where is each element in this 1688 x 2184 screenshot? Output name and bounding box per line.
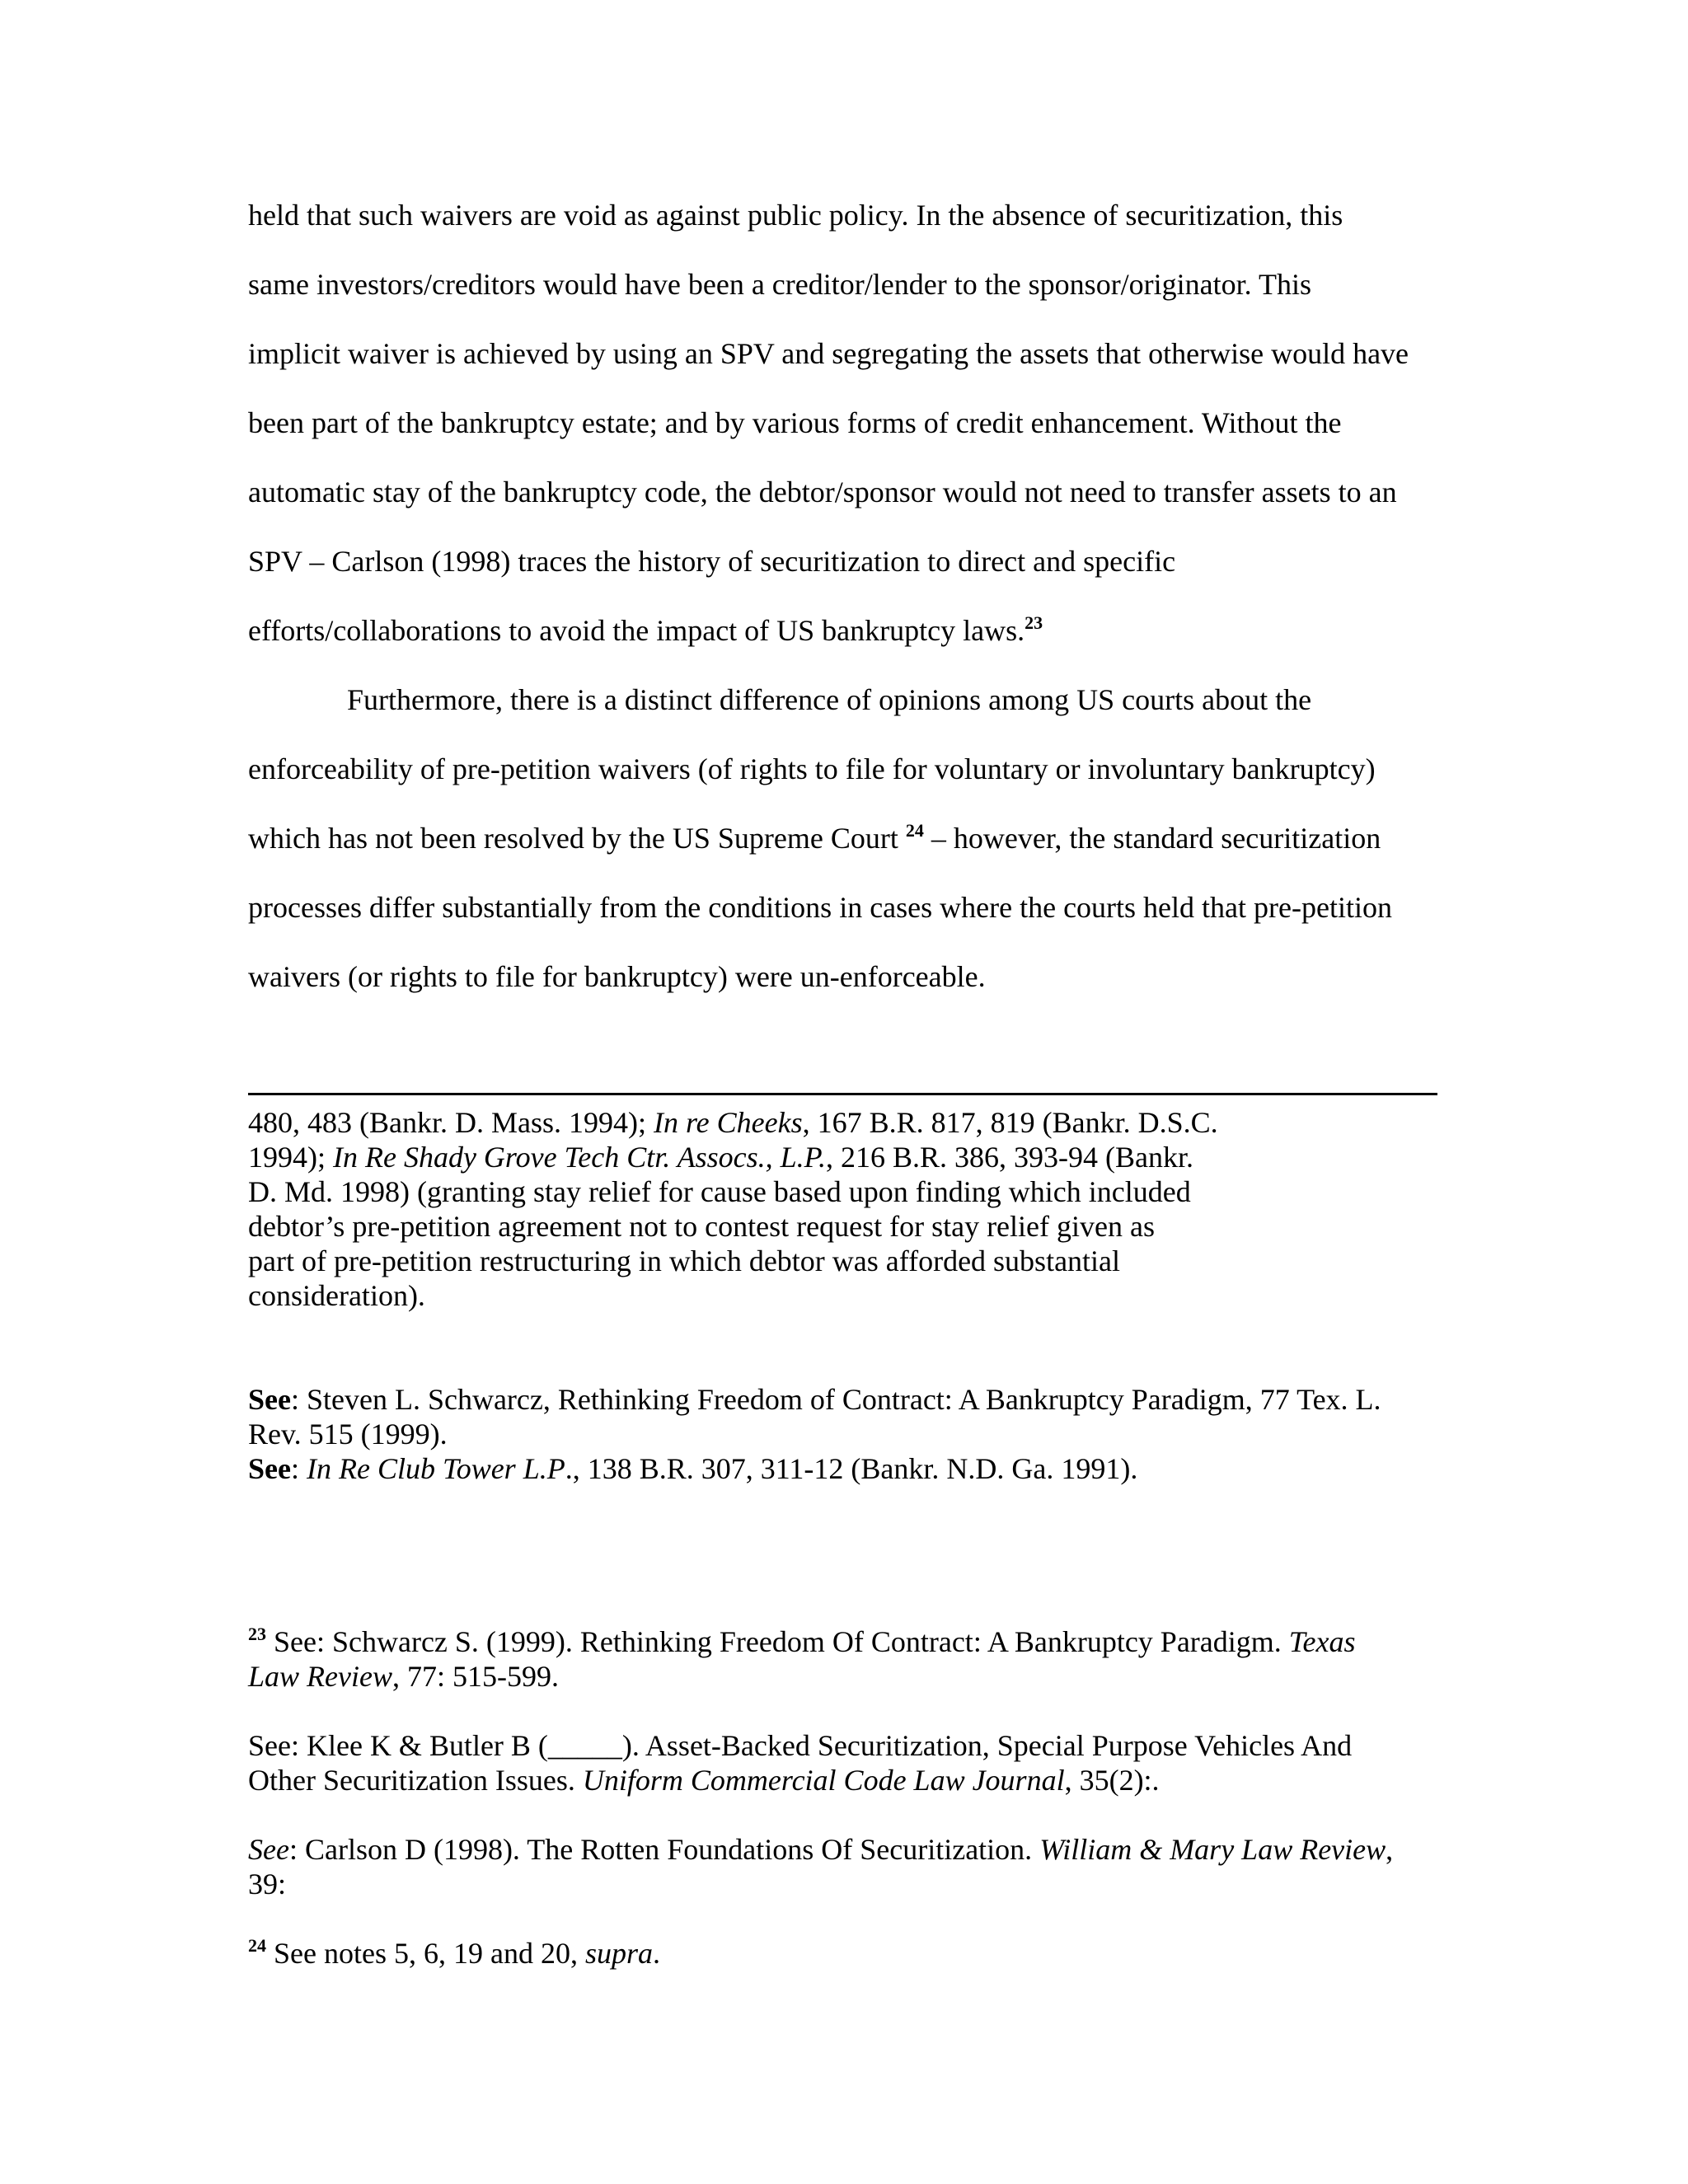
- note-text: 480, 483 (Bankr. D. Mass. 1994);: [248, 1106, 654, 1139]
- footnote-23-cont: [248, 1661, 559, 1691]
- footnote-klee-cont: [248, 1765, 1160, 1795]
- body-line: automatic stay of the bankruptcy code, the debtor/sponsor would not need to transfer assets to an: [248, 476, 1397, 509]
- continued-note-line: [248, 1108, 1218, 1137]
- continued-note-line: D. Md. 1998) (granting stay relief for cause based upon finding which included: [248, 1175, 1191, 1208]
- case-name: In Re Shady Grove Tech Ctr. Assocs., L.P.: [333, 1141, 826, 1174]
- footnote-ref-24: 24: [905, 820, 924, 841]
- body-line: enforceability of pre-petition waivers (of rights to file for voluntary or involuntary bankruptcy): [248, 752, 1376, 785]
- see-label: See: [248, 1833, 289, 1866]
- note-text: See notes 5, 6, 19 and 20,: [266, 1937, 585, 1970]
- note-text: :: [290, 1452, 307, 1485]
- body-line: held that such waivers are void as against public policy. In the absence of securitization, this: [248, 199, 1343, 232]
- body-line: processes differ substantially from the conditions in cases where the courts held that pre-petition: [248, 891, 1392, 924]
- continued-note-line: part of pre-petition restructuring in which debtor was afforded substantial: [248, 1244, 1121, 1277]
- note-text: ., 138 B.R. 307, 311-12 (Bankr. N.D. Ga. 1991).: [565, 1452, 1138, 1485]
- see-citation: [248, 1385, 1381, 1414]
- see-citation: [248, 1454, 1137, 1483]
- footnote-klee: See: Klee K & Butler B (_____). Asset-Backed Securitization, Special Purpose Vehicles And: [248, 1729, 1353, 1762]
- journal-name: William & Mary Law Review: [1039, 1833, 1386, 1866]
- footnote-number: 23: [248, 1624, 266, 1644]
- body-line: SPV – Carlson (1998) traces the history of securitization to direct and specific: [248, 545, 1176, 578]
- note-text: Other Securitization Issues.: [248, 1764, 583, 1797]
- footnote-24: [248, 1935, 660, 1970]
- body-line: waivers (or rights to file for bankruptcy) were un-enforceable.: [248, 960, 986, 993]
- body-line: [248, 820, 1381, 855]
- see-citation-cont: Rev. 515 (1999).: [248, 1418, 448, 1451]
- continued-note-line: debtor’s pre-petition agreement not to contest request for stay relief given as: [248, 1210, 1155, 1243]
- case-name: In Re Club Tower L.P: [307, 1452, 565, 1485]
- journal-name: Texas: [1288, 1625, 1356, 1658]
- note-text: .: [652, 1937, 660, 1970]
- footnote-separator: [248, 1093, 1437, 1095]
- body-line: same investors/creditors would have been a creditor/lender to the sponsor/originator. This: [248, 268, 1312, 301]
- note-text: ,: [1386, 1833, 1394, 1866]
- note-text: 1994);: [248, 1141, 333, 1174]
- note-text: , 167 B.R. 817, 819 (Bankr. D.S.C.: [802, 1106, 1218, 1139]
- footnote-carlson-cont: 39:: [248, 1868, 287, 1900]
- continued-note-line: [248, 1142, 1193, 1172]
- journal-name: Law Review: [248, 1660, 392, 1693]
- continued-note-line: consideration).: [248, 1279, 425, 1312]
- see-label: See: [248, 1383, 291, 1416]
- note-text: : Carlson D (1998). The Rotten Foundations Of Securitization.: [288, 1833, 1040, 1866]
- note-text: : Steven L. Schwarcz, Rethinking Freedom of Contract: A Bankruptcy Paradigm, 77 Tex. L.: [290, 1383, 1381, 1416]
- footnote-number: 24: [248, 1935, 266, 1956]
- body-text: – however, the standard securitization: [923, 822, 1381, 855]
- note-text: See: Schwarcz S. (1999). Rethinking Freedom Of Contract: A Bankruptcy Paradigm.: [266, 1625, 1289, 1658]
- body-line: been part of the bankruptcy estate; and by various forms of credit enhancement. Without the: [248, 406, 1342, 439]
- supra-text: supra: [584, 1937, 653, 1970]
- note-text: , 77: 515-599.: [392, 1660, 559, 1693]
- note-text: , 216 B.R. 386, 393-94 (Bankr.: [826, 1141, 1193, 1174]
- body-text: which has not been resolved by the US Supreme Court: [248, 822, 906, 855]
- body-text: efforts/collaborations to avoid the impact of US bankruptcy laws.: [248, 614, 1025, 647]
- body-line: [248, 612, 1043, 647]
- body-line: implicit waiver is achieved by using an SPV and segregating the assets that otherwise would have: [248, 337, 1409, 370]
- footnote-carlson: [248, 1835, 1393, 1864]
- footnote-23: [248, 1624, 1356, 1658]
- journal-name: Uniform Commercial Code Law Journal: [582, 1764, 1065, 1797]
- footnote-ref-23: 23: [1025, 612, 1043, 633]
- body-line: Furthermore, there is a distinct difference of opinions among US courts about the: [347, 683, 1312, 716]
- case-name: In re Cheeks: [653, 1106, 803, 1139]
- see-label: See: [248, 1452, 291, 1485]
- note-text: , 35(2):.: [1064, 1764, 1160, 1797]
